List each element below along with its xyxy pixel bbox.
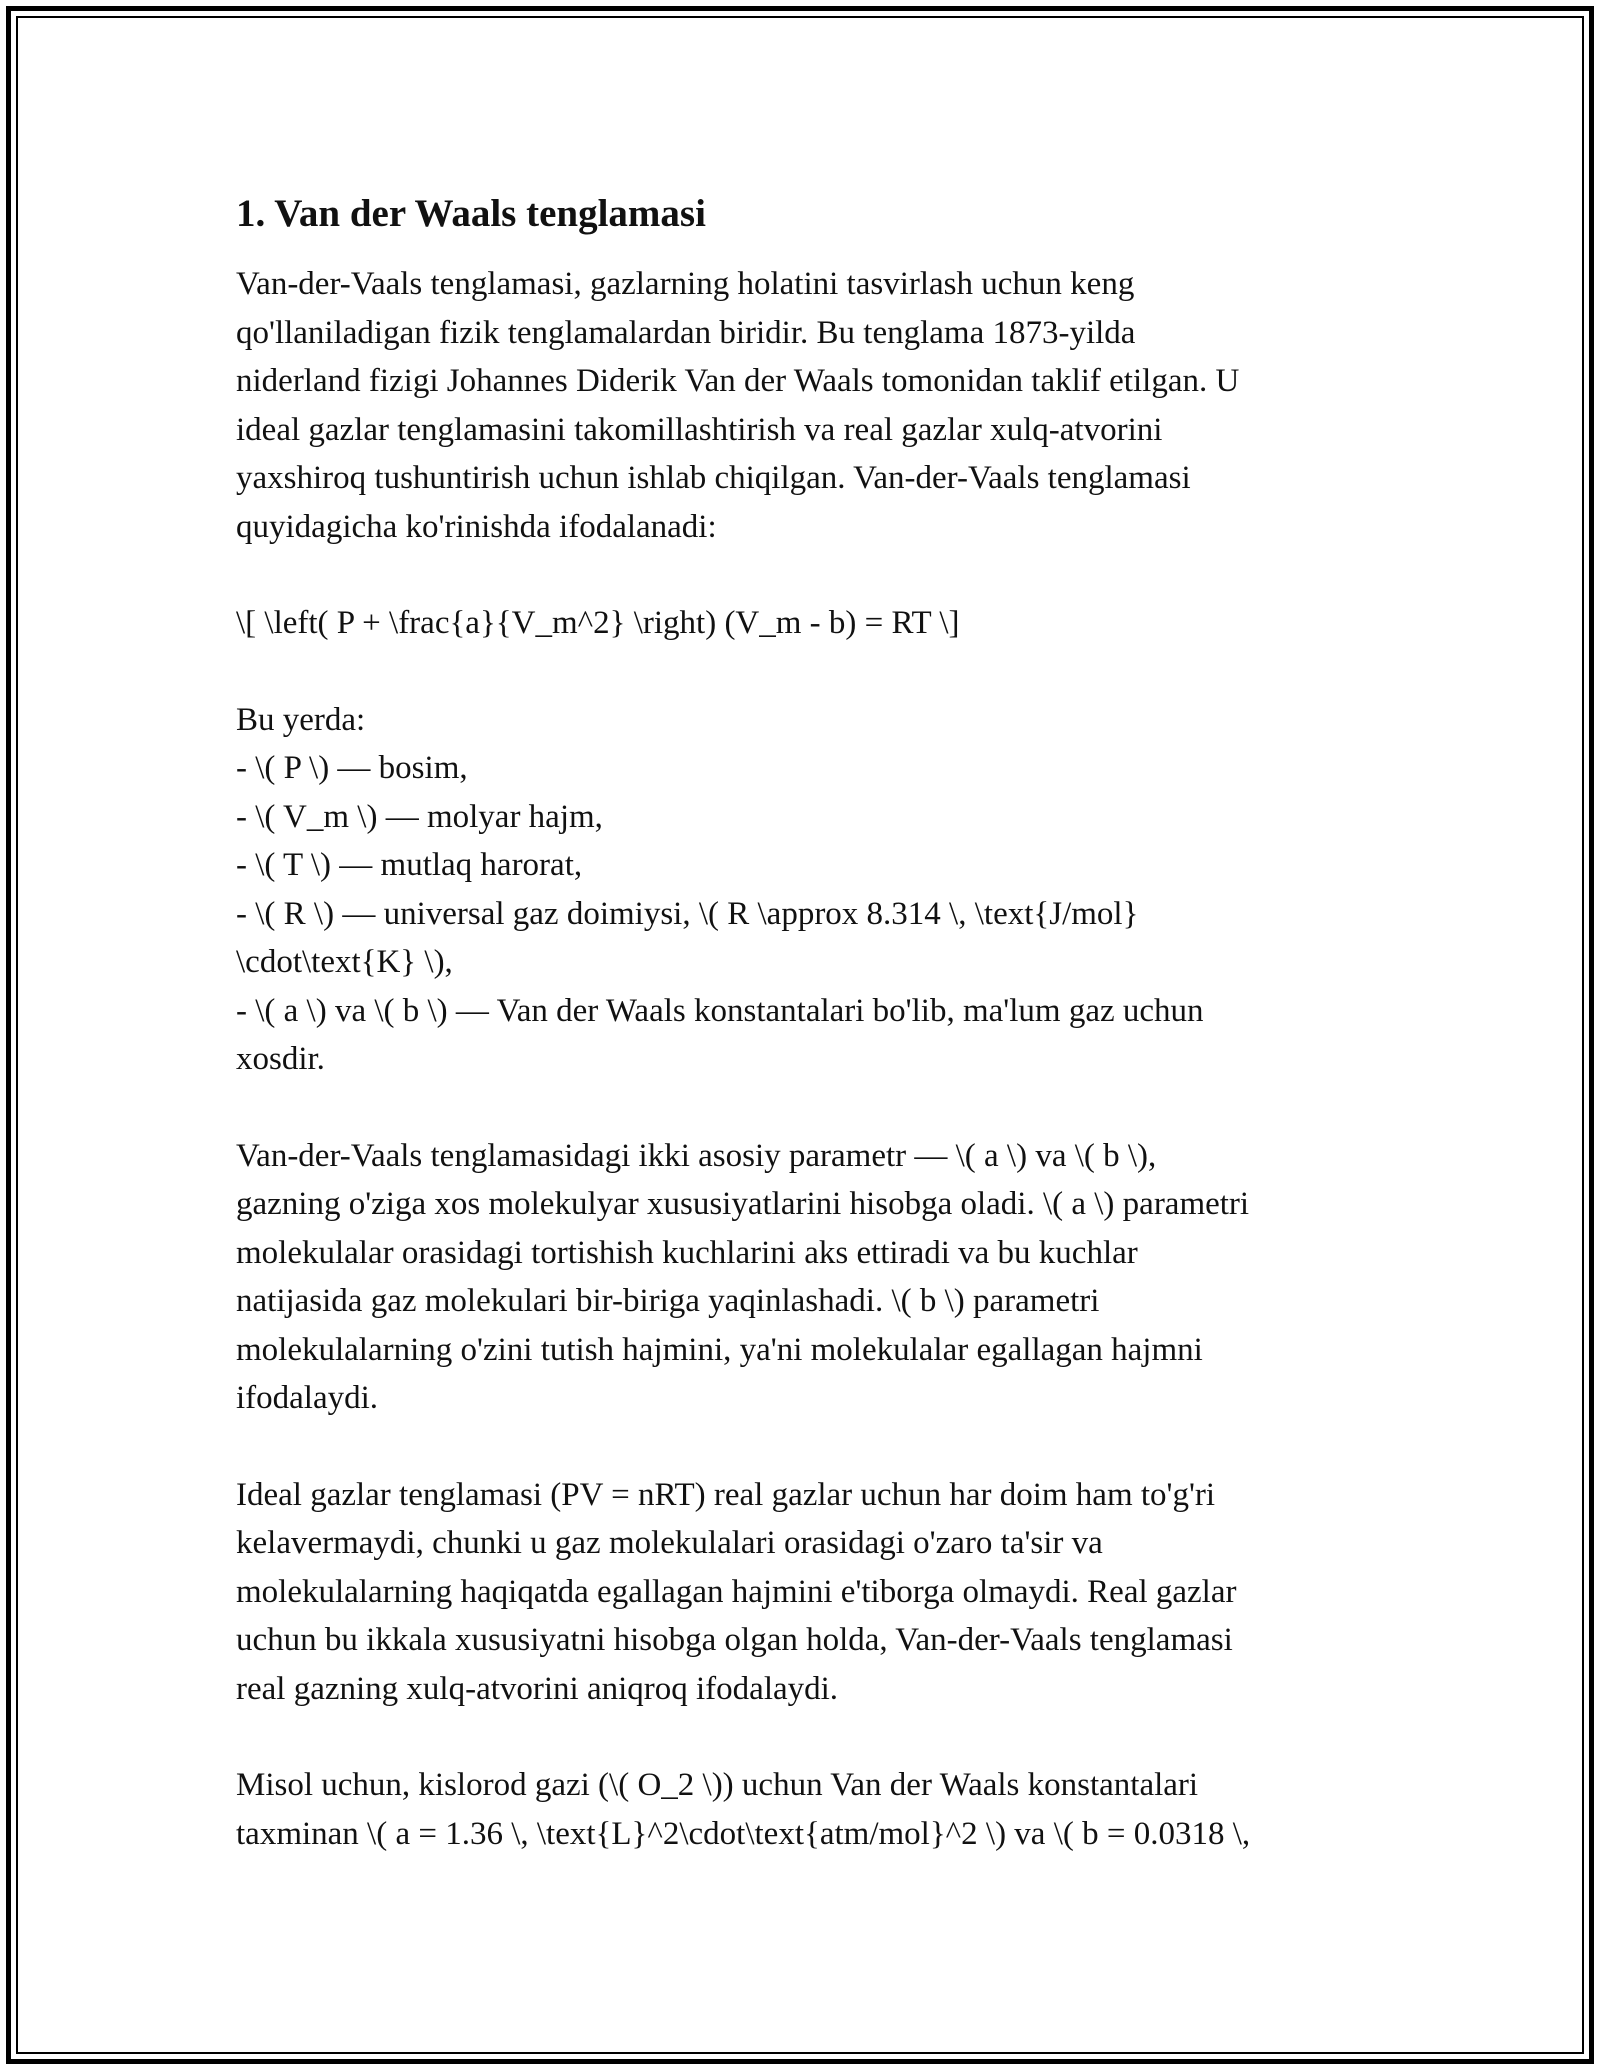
document-body [236, 186, 1366, 1858]
example-paragraph: Misol uchun, kislorod gazi (\( O_2 \)) uchun Van der Waals konstantalari taxminan \( a = 1.36 \, \text{L}^2\cdot\text{atm/mol}^2 \) va \( b = 0.0318 \, [236, 1767, 1251, 1852]
section-heading: 1. Van der Waals tenglamasi [236, 192, 706, 235]
intro-paragraph: Van-der-Vaals tenglamasi, gazlarning holatini tasvirlash uchun keng qo'llaniladigan fizik tenglamalardan biridir. Bu tenglama 1873-yilda niderland fizigi Johannes Diderik Van der Waals tomonidan taklif etilgan. U ideal gazlar tenglamasini takomillashtirish va real gazlar xulq-atvorini yaxshiroq tushuntirish uchun ishlab chiqilgan. Van-der-Vaals tenglamasi quyidagicha ko'rinishda ifodalanadi: [236, 266, 1240, 545]
equation-line: \[ \left( P + \frac{a}{V_m^2} \right) (V_m - b) = RT \] [236, 605, 960, 641]
parameters-paragraph: Van-der-Vaals tenglamasidagi ikki asosiy parametr — \( a \) va \( b \), gazning o'ziga xos molekulyar xususiyatlarini hisobga oladi. \( a \) parametri molekulalar orasidagi tortishish kuchlarini aks ettiradi va bu kuchlar natijasida gaz molekulari bir-biriga yaqinlashadi. \( b \) parametri molekulalarning o'zini tutish hajmini, ya'ni molekulalar egallagan hajmni ifodalaydi. [236, 1137, 1250, 1416]
ideal-gas-paragraph: Ideal gazlar tenglamasi (PV = nRT) real gazlar uchun har doim ham to'g'ri kelavermaydi, chunki u gaz molekulalari orasidagi o'zaro ta'sir va molekulalarning haqiqatda egallagan hajmini e'tiborga olmaydi. Real gazlar uchun bu ikkala xususiyatni hisobga olgan holda, Van-der-Vaals tenglamasi real gazning xulq-atvorini aniqroq ifodalaydi. [236, 1476, 1237, 1707]
variable-definitions: Bu yerda: - \( P \) — bosim, - \( V_m \) — molyar hajm, - \( T \) — mutlaq harorat, - \( R \) — universal gaz doimiysi, \( R \approx 8.314 \, \text{J/mol} \cdot\text{K} \), - \( a \) va \( b \) — Van der Waals konstantalari bo'lib, ma'lum gaz uchun xosdir. [236, 701, 1204, 1077]
